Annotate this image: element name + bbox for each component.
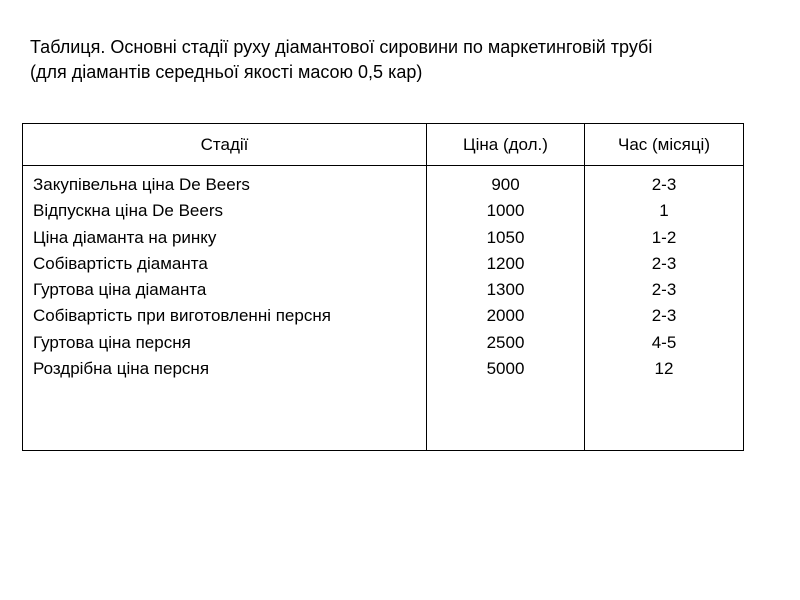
stage-cell: Відпускна ціна De Beers <box>33 201 223 221</box>
price-cell: 1000 <box>486 201 525 221</box>
price-cell: 1200 <box>486 253 525 273</box>
header-time: Час (місяці) <box>585 124 744 166</box>
header-stage: Стадії <box>23 124 427 166</box>
price-cell: 2000 <box>486 306 525 326</box>
time-cell: 2-3 <box>651 280 677 300</box>
time-cell: 12 <box>654 359 674 379</box>
time-cell: 1 <box>659 201 669 221</box>
stage-column <box>23 166 427 451</box>
table-caption <box>30 35 780 85</box>
caption-line-2: (для діамантів середньої якості масою 0,5 кар) <box>30 62 423 82</box>
time-cell: 4-5 <box>651 332 677 352</box>
header-row <box>23 124 744 166</box>
stages-table <box>22 123 744 451</box>
price-cell: 2500 <box>486 332 525 352</box>
time-column <box>585 166 744 451</box>
stage-cell: Гуртова ціна діаманта <box>33 280 207 300</box>
price-column <box>427 166 585 451</box>
price-cell: 5000 <box>486 359 525 379</box>
body-row <box>23 166 744 451</box>
price-cell: 900 <box>491 175 520 194</box>
header-price: Ціна (дол.) <box>427 124 585 166</box>
stage-cell: Закупівельна ціна De Beers <box>33 175 250 194</box>
price-cell: 1300 <box>486 280 525 300</box>
stage-cell: Роздрібна ціна персня <box>33 359 210 379</box>
time-cell: 1-2 <box>651 227 677 247</box>
stage-cell: Гуртова ціна персня <box>33 332 191 352</box>
stage-cell: Собівартість при виготовленні персня <box>33 306 331 326</box>
price-cell: 1050 <box>486 227 525 247</box>
stage-cell: Ціна діаманта на ринку <box>33 227 217 247</box>
caption-line-1: Таблиця. Основні стадії руху діамантової сировини по маркетинговій трубі <box>30 37 653 57</box>
time-cell: 2-3 <box>651 253 677 273</box>
stage-cell: Собівартість діаманта <box>33 253 208 273</box>
time-cell: 2-3 <box>651 175 677 194</box>
time-cell: 2-3 <box>651 306 677 326</box>
